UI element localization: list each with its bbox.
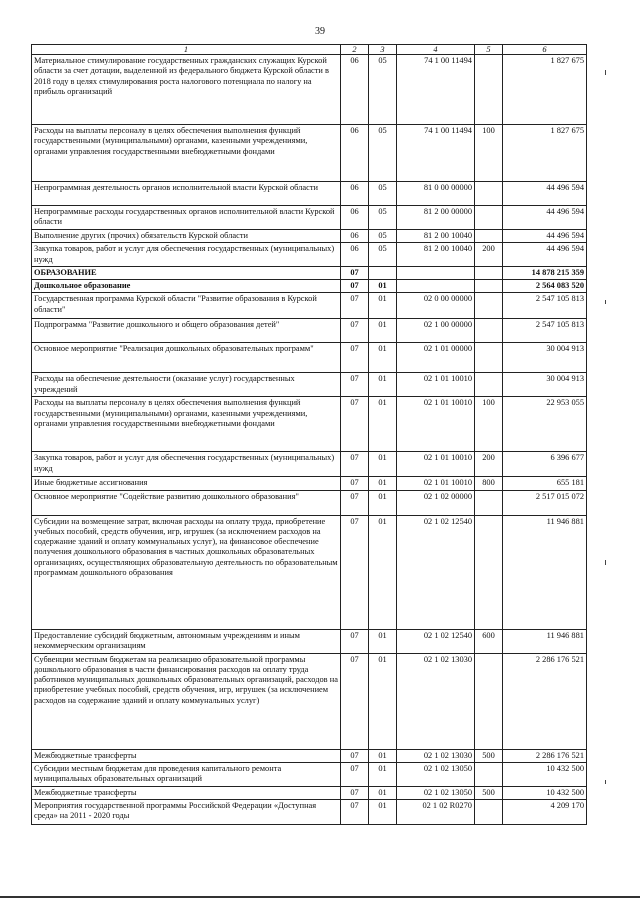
row-amount: 2 286 176 521 [503,653,587,749]
row-subsection: 01 [369,343,397,373]
row-subsection: 05 [369,182,397,206]
table-row [32,125,587,182]
row-name: Субсидии на возмещение затрат, включая расходы на оплату труда, приобретение учебных пособий, средств обучения, игр, игрушек (за исключением расходов на содержание зданий и оплату коммунальных услуг), на финансовое обеспечение получения дошкольного образования в частных дошкольных образовательных организациях, осуществляющих образовательную деятельность по образовательным программам дошкольного образования [32,515,341,629]
row-name: Выполнение других (прочих) обязательств Курской области [32,230,341,243]
row-amount: 655 181 [503,477,587,490]
row-expense-type [475,55,503,125]
row-amount: 11 946 881 [503,629,587,653]
row-amount: 6 396 677 [503,452,587,477]
row-name: Основное мероприятие "Реализация дошкольных образовательных программ" [32,343,341,373]
column-header: 5 [475,45,503,55]
table-row [32,490,587,515]
row-amount: 2 517 015 072 [503,490,587,515]
row-expense-type: 100 [475,125,503,182]
row-name: Непрограммная деятельность органов исполнительной власти Курской области [32,182,341,206]
row-expense-type [475,762,503,786]
row-subsection [369,266,397,279]
scan-mark [605,560,606,565]
row-subsection: 01 [369,786,397,799]
table-row [32,293,587,319]
row-amount: 30 004 913 [503,343,587,373]
row-target-article: 02 1 02 12540 [397,515,475,629]
row-amount: 14 878 215 359 [503,266,587,279]
table-row [32,343,587,373]
table-row [32,653,587,749]
row-subsection: 01 [369,397,397,452]
row-target-article: 02 1 02 13030 [397,653,475,749]
table-row [32,230,587,243]
row-subsection: 01 [369,762,397,786]
row-section: 06 [341,230,369,243]
row-amount: 10 432 500 [503,762,587,786]
row-expense-type [475,182,503,206]
row-subsection: 01 [369,490,397,515]
table-row [32,206,587,230]
row-section: 07 [341,343,369,373]
row-name: Материальное стимулирование государственных гражданских служащих Курской области за счет дотации, выделенной из федерального бюджета Курской области в 2018 году в целях стимулирования роста налогового потенциала по налогу на прибыль организаций [32,55,341,125]
row-section: 07 [341,293,369,319]
row-subsection: 05 [369,125,397,182]
table-row [32,762,587,786]
budget-table [31,44,587,825]
row-section: 06 [341,243,369,267]
row-subsection: 01 [369,629,397,653]
row-name: Непрограммные расходы государственных органов исполнительной власти Курской области [32,206,341,230]
row-subsection: 01 [369,749,397,762]
row-section: 07 [341,319,369,343]
row-amount: 2 286 176 521 [503,749,587,762]
row-amount: 44 496 594 [503,230,587,243]
table-row [32,800,587,825]
table-row [32,373,587,397]
row-target-article: 02 1 02 13050 [397,762,475,786]
row-section: 06 [341,206,369,230]
row-name: Субвенции местным бюджетам на реализацию образовательной программы дошкольного образования в части финансирования расходов на оплату труда работников муниципальных дошкольных образовательных организаций, расходов на приобретение учебных пособий, средств обучения, игр, игрушек (за исключением расходов на содержание зданий и оплату коммунальных услуг) [32,653,341,749]
row-target-article: 02 1 02 R0270 [397,800,475,825]
row-name: ОБРАЗОВАНИЕ [32,266,341,279]
column-header: 4 [397,45,475,55]
row-subsection: 01 [369,452,397,477]
table-row [32,786,587,799]
row-target-article: 02 1 01 10010 [397,373,475,397]
row-expense-type: 800 [475,477,503,490]
row-target-article: 81 0 00 00000 [397,182,475,206]
column-header: 2 [341,45,369,55]
row-expense-type [475,206,503,230]
row-amount: 30 004 913 [503,373,587,397]
row-target-article [397,280,475,293]
row-target-article: 02 1 02 13030 [397,749,475,762]
row-expense-type [475,343,503,373]
row-subsection: 01 [369,800,397,825]
row-expense-type: 100 [475,397,503,452]
row-amount: 1 827 675 [503,125,587,182]
row-subsection: 05 [369,243,397,267]
row-expense-type [475,230,503,243]
row-target-article: 81 2 00 10040 [397,230,475,243]
scan-mark [605,780,606,784]
row-subsection: 01 [369,280,397,293]
row-expense-type: 600 [475,629,503,653]
row-section: 07 [341,762,369,786]
row-target-article: 02 1 02 12540 [397,629,475,653]
row-amount: 2 547 105 813 [503,319,587,343]
row-name: Мероприятия государственной программы Российской Федерации «Доступная среда» на 2011 - 2020 годы [32,800,341,825]
row-target-article: 02 1 00 00000 [397,319,475,343]
row-name: Расходы на обеспечение деятельности (оказание услуг) государственных учреждений [32,373,341,397]
row-amount: 2 564 083 520 [503,280,587,293]
row-name: Иные бюджетные ассигнования [32,477,341,490]
row-target-article: 02 1 01 00000 [397,343,475,373]
table-row [32,182,587,206]
row-section: 07 [341,280,369,293]
table-row [32,452,587,477]
row-section: 07 [341,397,369,452]
row-expense-type [475,800,503,825]
row-subsection: 05 [369,206,397,230]
row-expense-type [475,319,503,343]
row-subsection: 01 [369,515,397,629]
row-target-article: 02 1 02 00000 [397,490,475,515]
row-target-article: 02 1 01 10010 [397,477,475,490]
row-expense-type: 500 [475,749,503,762]
row-name: Основное мероприятие "Содействие развитию дошкольного образования" [32,490,341,515]
row-target-article: 02 1 02 13050 [397,786,475,799]
row-name: Дошкольное образование [32,280,341,293]
row-amount: 44 496 594 [503,182,587,206]
row-name: Государственная программа Курской области "Развитие образования в Курской области" [32,293,341,319]
table-row [32,397,587,452]
column-number-row [32,45,587,55]
row-expense-type [475,490,503,515]
column-header: 1 [32,45,341,55]
row-section: 07 [341,490,369,515]
table-row [32,243,587,267]
scan-edge [0,896,640,898]
row-subsection: 01 [369,477,397,490]
row-target-article: 02 1 01 10010 [397,452,475,477]
row-subsection: 01 [369,373,397,397]
row-name: Межбюджетные трансферты [32,786,341,799]
row-section: 07 [341,373,369,397]
row-expense-type: 200 [475,452,503,477]
row-subsection: 05 [369,55,397,125]
row-amount: 22 953 055 [503,397,587,452]
row-name: Предоставление субсидий бюджетным, автономным учреждениям и иным некоммерческим организациям [32,629,341,653]
row-amount: 10 432 500 [503,786,587,799]
row-expense-type [475,293,503,319]
row-name: Расходы на выплаты персоналу в целях обеспечения выполнения функций государственными (муниципальными) органами, казенными учреждениями, органами управления государственными внебюджетными фондами [32,125,341,182]
row-section: 07 [341,477,369,490]
row-expense-type [475,653,503,749]
page-number: 39 [315,26,325,37]
row-amount: 44 496 594 [503,243,587,267]
table-row [32,280,587,293]
row-target-article: 02 1 01 10010 [397,397,475,452]
row-name: Субсидии местным бюджетам для проведения капитального ремонта муниципальных образовательных организаций [32,762,341,786]
table-row [32,629,587,653]
row-section: 07 [341,800,369,825]
table-row [32,477,587,490]
row-section: 07 [341,452,369,477]
row-subsection: 01 [369,319,397,343]
row-section: 07 [341,786,369,799]
row-amount: 2 547 105 813 [503,293,587,319]
row-subsection: 01 [369,293,397,319]
table-row [32,515,587,629]
row-expense-type: 200 [475,243,503,267]
row-expense-type [475,373,503,397]
table-row [32,266,587,279]
row-section: 07 [341,629,369,653]
row-name: Расходы на выплаты персоналу в целях обеспечения выполнения функций государственными (муниципальными) органами, казенными учреждениями, органами управления государственными внебюджетными фондами [32,397,341,452]
row-section: 07 [341,749,369,762]
row-amount: 11 946 881 [503,515,587,629]
row-target-article: 81 2 00 10040 [397,243,475,267]
row-amount: 44 496 594 [503,206,587,230]
table-row [32,55,587,125]
row-expense-type [475,515,503,629]
column-header: 6 [503,45,587,55]
row-name: Закупка товаров, работ и услуг для обеспечения государственных (муниципальных) нужд [32,243,341,267]
row-subsection: 05 [369,230,397,243]
row-target-article [397,266,475,279]
row-target-article: 74 1 00 11494 [397,55,475,125]
row-expense-type: 500 [475,786,503,799]
row-target-article: 81 2 00 00000 [397,206,475,230]
row-section: 06 [341,125,369,182]
row-section: 06 [341,55,369,125]
row-section: 07 [341,266,369,279]
row-subsection: 01 [369,653,397,749]
row-section: 06 [341,182,369,206]
row-amount: 1 827 675 [503,55,587,125]
row-section: 07 [341,515,369,629]
row-name: Закупка товаров, работ и услуг для обеспечения государственных (муниципальных) нужд [32,452,341,477]
scan-mark [605,300,606,304]
row-name: Подпрограмма "Развитие дошкольного и общего образования детей" [32,319,341,343]
column-header: 3 [369,45,397,55]
row-section: 07 [341,653,369,749]
row-target-article: 74 1 00 11494 [397,125,475,182]
table-row [32,319,587,343]
row-target-article: 02 0 00 00000 [397,293,475,319]
scan-mark [605,70,606,75]
table-row [32,749,587,762]
row-name: Межбюджетные трансферты [32,749,341,762]
row-expense-type [475,280,503,293]
row-expense-type [475,266,503,279]
row-amount: 4 209 170 [503,800,587,825]
